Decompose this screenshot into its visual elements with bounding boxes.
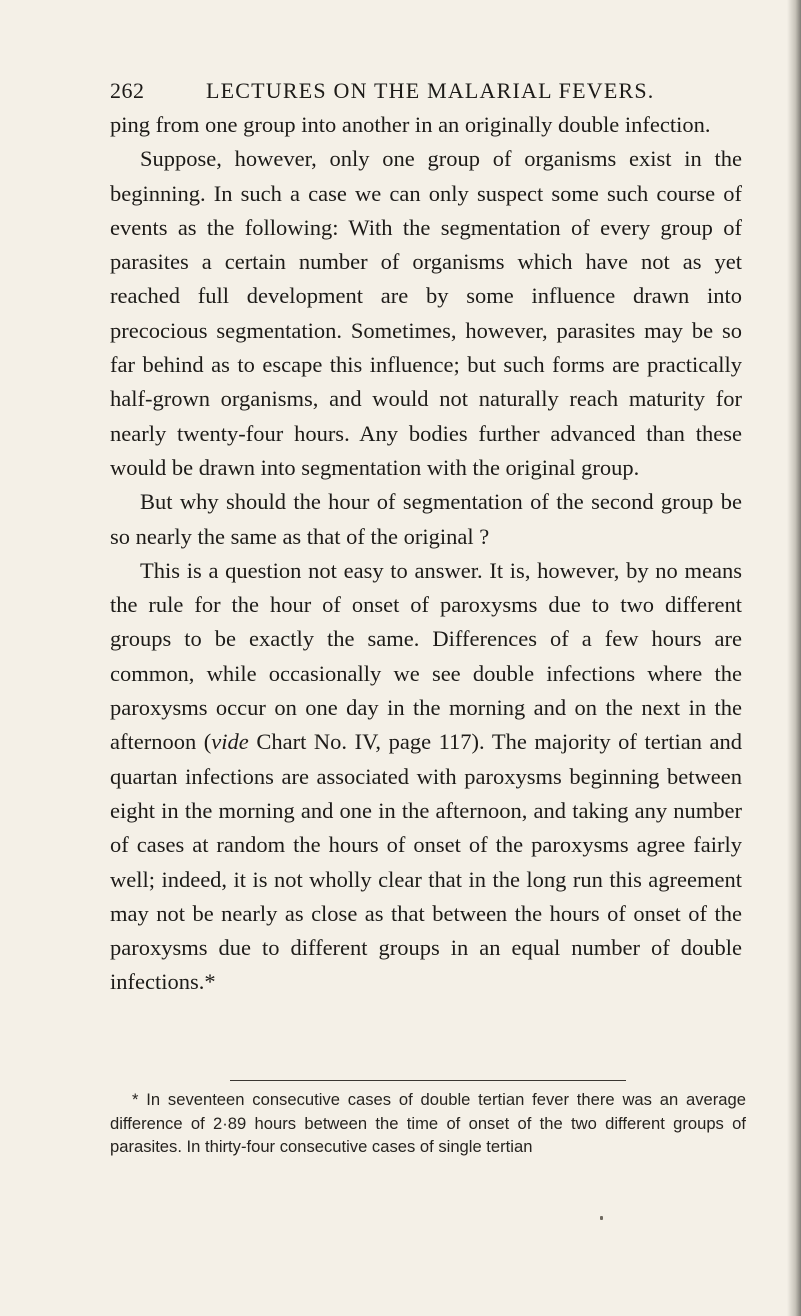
italic-term: vide xyxy=(211,729,249,755)
running-head: LECTURES ON THE MALARIAL FEVERS. xyxy=(206,78,655,103)
paragraph: Suppose, however, only one group of organisms exist in the beginning. In such a case we can only suspect some such course of events as the following: With the segmentation of every group of parasites a certain number of organisms which have not as yet reached full development are by some influence drawn into precocious segmentation. Sometimes, however, parasites may be so far behind as to escape this influence; but such forms are practically half-grown organisms, and would not naturally reach maturity for nearly twenty-four hours. Any bodies further advanced than these would be drawn into segmentation with the original group. xyxy=(110,146,742,480)
paragraph-text: This is a question not easy to answer. It is, however, by no means the rule for the hour of onset of paroxysms due to two different groups to be exactly the same. Differences of a few hours are common, while occasionally we see double infections where the paroxysms occur on one day in the morning and on the next in the afternoon ( xyxy=(110,557,742,755)
paragraph xyxy=(110,554,742,1000)
page-header xyxy=(110,78,670,104)
footnote xyxy=(110,1088,746,1159)
paragraph-continuation: ping from one group into another in an originally double infection. xyxy=(110,112,711,137)
paragraph: But why should the hour of segmentation of the second group be so nearly the same as that of the original ? xyxy=(110,489,742,549)
footnote-text: * In seventeen consecutive cases of double tertian fever there was an average difference of 2·89 hours between the time of onset of the two different groups of parasites. In thirty-four consecutive cases of single tertian xyxy=(110,1090,746,1157)
footnote-rule xyxy=(230,1080,626,1081)
page-number: 262 xyxy=(110,78,145,103)
body-text xyxy=(110,108,742,1000)
paragraph-text: Chart No. IV, page 117). The majority of tertian and quartan infections are associated with paroxysms beginning between eight in the morning and one in the afternoon, and taking any number of cases at random the hours of onset of the paroxysms agree fairly well; indeed, it is not wholly clear that in the long run this agreement may not be nearly as close as that between the hours of onset of the paroxysms due to different groups in an equal number of double infections.* xyxy=(110,729,743,995)
page-edge-shadow xyxy=(787,0,801,1316)
print-speck xyxy=(600,1216,603,1220)
